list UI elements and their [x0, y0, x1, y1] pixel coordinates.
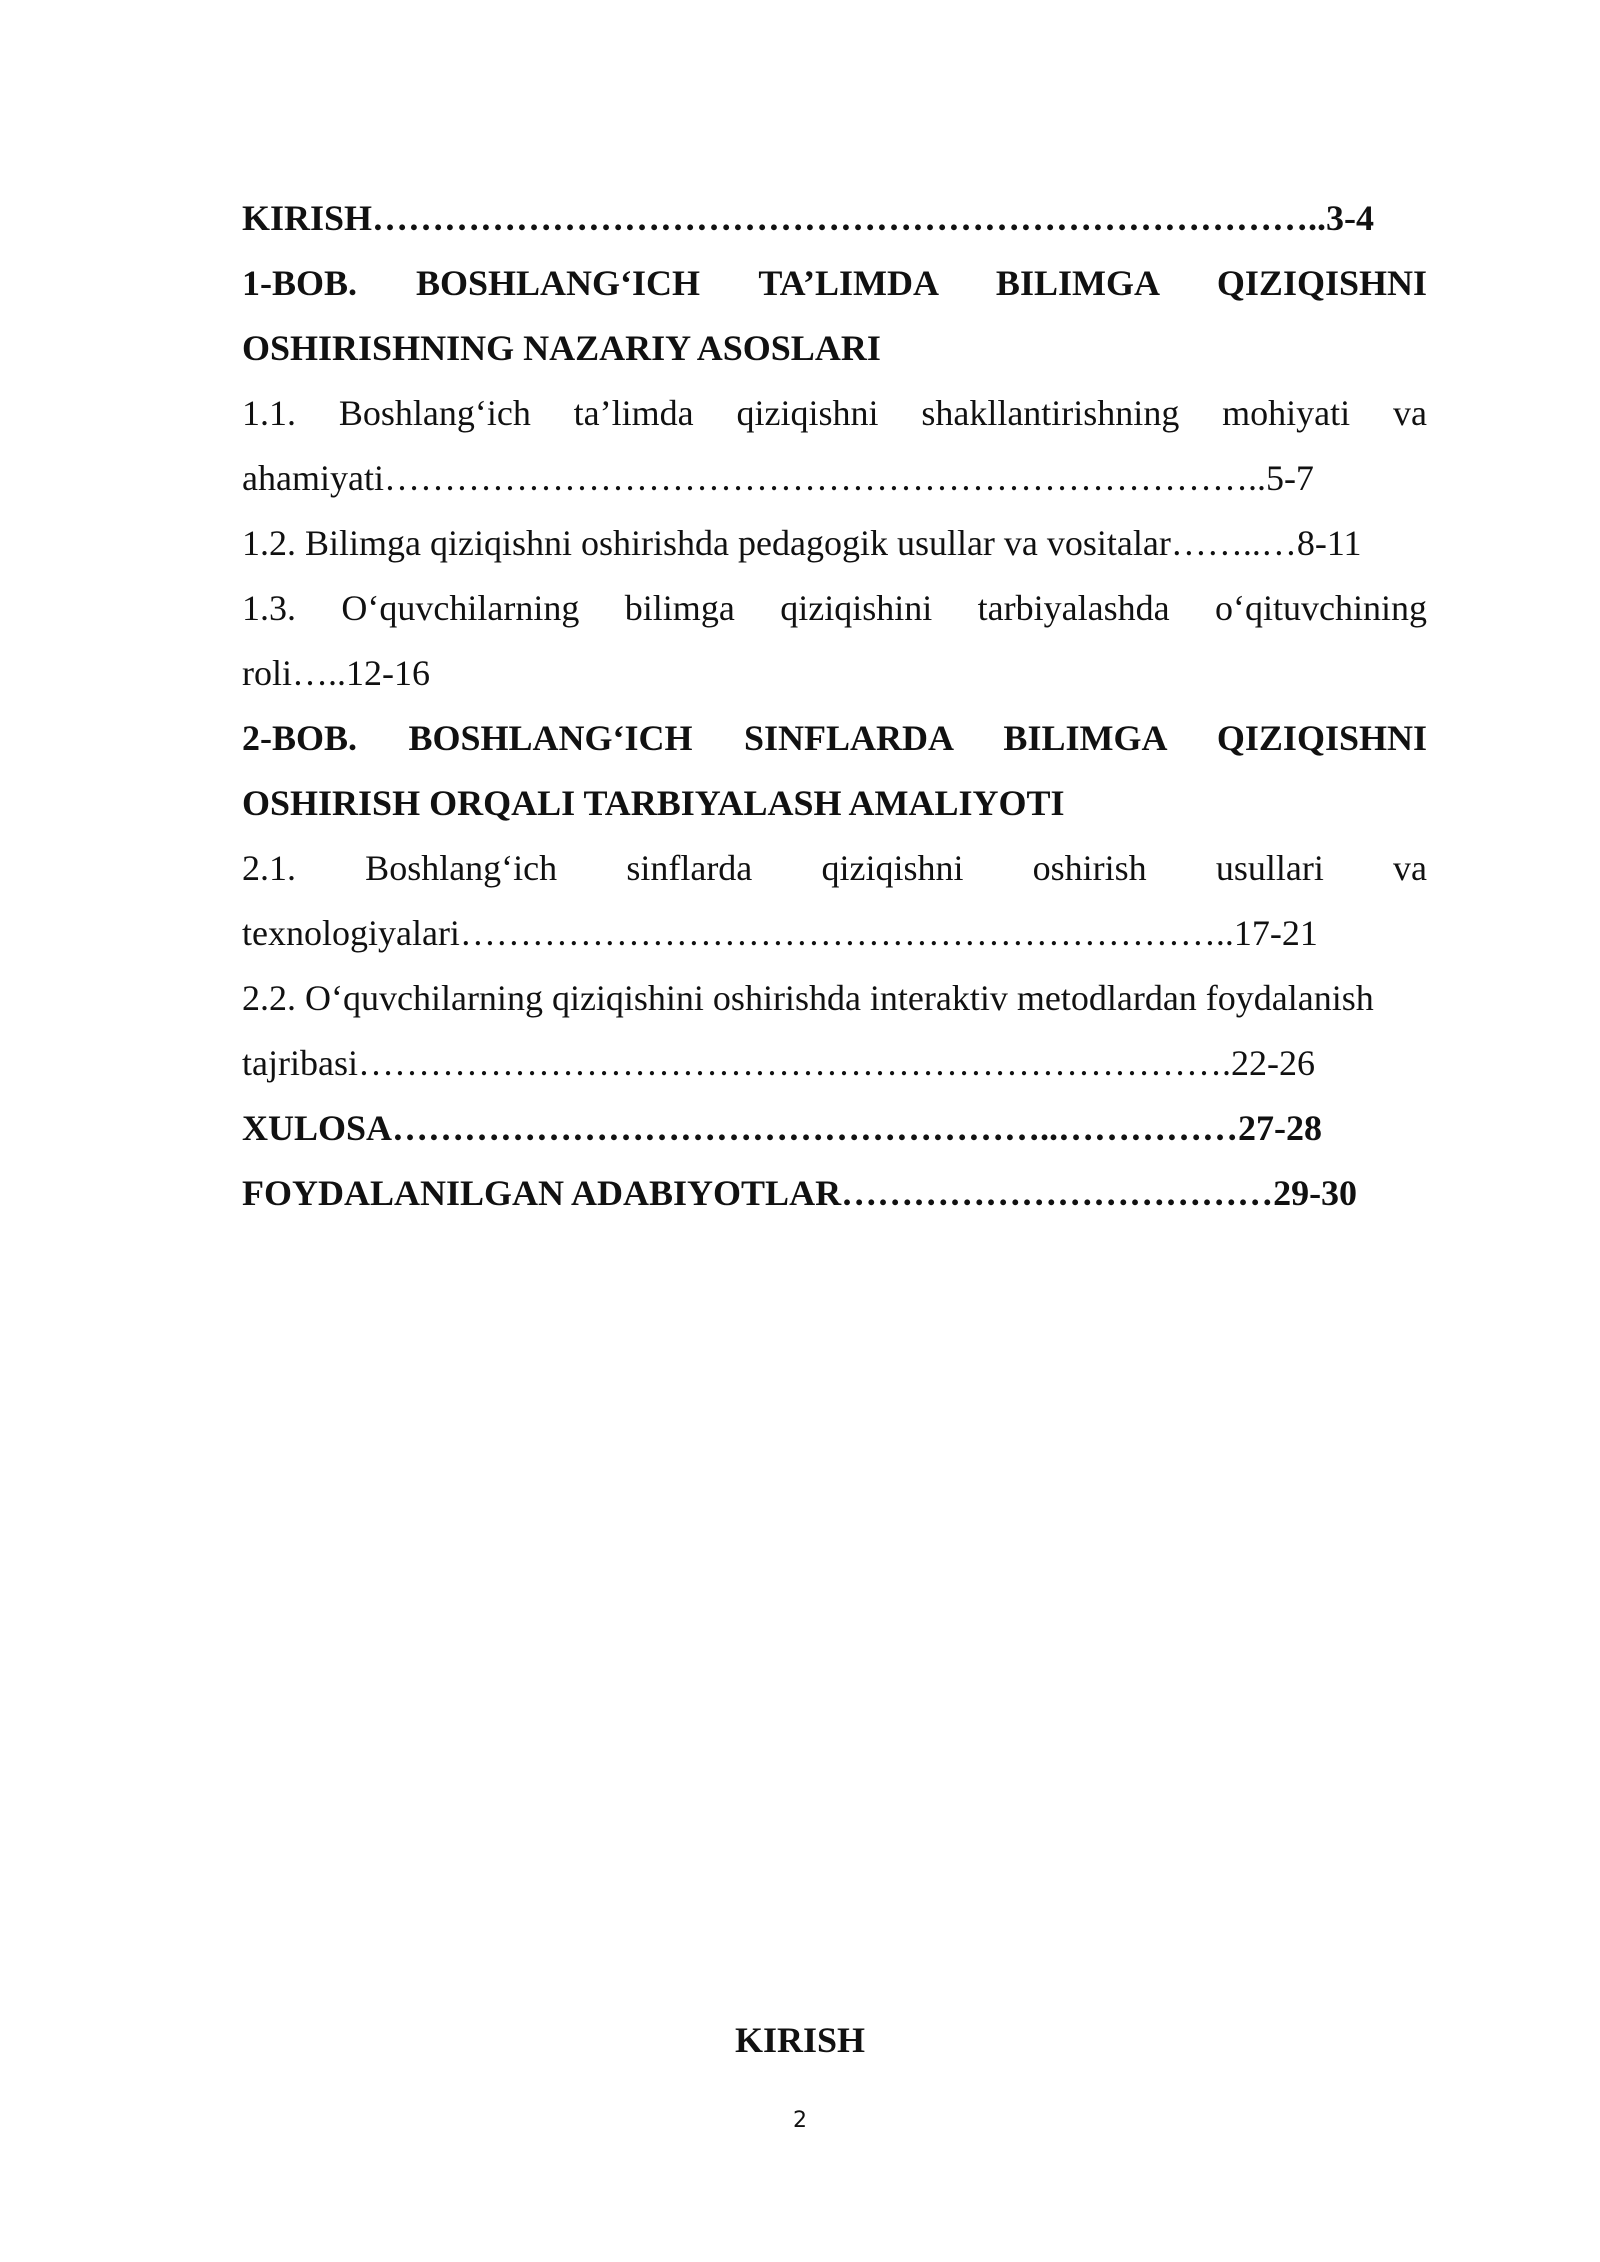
toc-entry-1-1-continued: ahamiyati………………………………………………………………..5-7: [242, 458, 1314, 498]
toc-chapter-2-title: 2-BOB. BOSHLANG‘ICH SINFLARDA BILIMGA QIZIQISHNI: [242, 718, 1427, 758]
toc-entry-2-1-continued: texnologiyalari………………………………………………………..17-21: [242, 913, 1318, 953]
toc-entry-2-2-continued: tajribasi……………………………………………………………….22-26: [242, 1043, 1315, 1083]
page-number: 2: [793, 2108, 807, 2133]
toc-entry-2-1: 2.1. Boshlang‘ich sinflarda qiziqishni oshirish usullari va: [242, 848, 1427, 888]
toc-entry-kirish: KIRISH……………………………………………………………………..3-4: [242, 198, 1375, 238]
toc-entry-1-3: 1.3. O‘quvchilarning bilimga qiziqishini tarbiyalashda o‘qituvchining: [242, 588, 1427, 628]
table-of-contents: [242, 186, 1427, 1226]
toc-entry-1-2: 1.2. Bilimga qiziqishni oshirishda pedagogik usullar va vositalar……..…8-11: [242, 523, 1362, 563]
toc-chapter-1-title: 1-BOB. BOSHLANG‘ICH TA’LIMDA BILIMGA QIZIQISHNI: [242, 263, 1427, 303]
toc-entry-1-1: 1.1. Boshlang‘ich ta’limda qiziqishni shakllantirishning mohiyati va: [242, 393, 1427, 433]
toc-chapter-1-title-continued: OSHIRISHNING NAZARIY ASOSLARI: [242, 328, 881, 368]
toc-entry-xulosa: XULOSA………………………………………………..……………27-28: [242, 1108, 1323, 1148]
section-heading: KIRISH: [734, 2020, 866, 2060]
toc-entry-adabiyotlar: FOYDALANILGAN ADABIYOTLAR………………………………29-30: [242, 1173, 1358, 1213]
toc-entry-2-2: 2.2. O‘quvchilarning qiziqishini oshirishda interaktiv metodlardan foydalanish: [242, 978, 1374, 1018]
toc-chapter-2-title-continued: OSHIRISH ORQALI TARBIYALASH AMALIYOTI: [242, 783, 1065, 823]
toc-entry-1-3-continued: roli…..12-16: [242, 653, 430, 693]
